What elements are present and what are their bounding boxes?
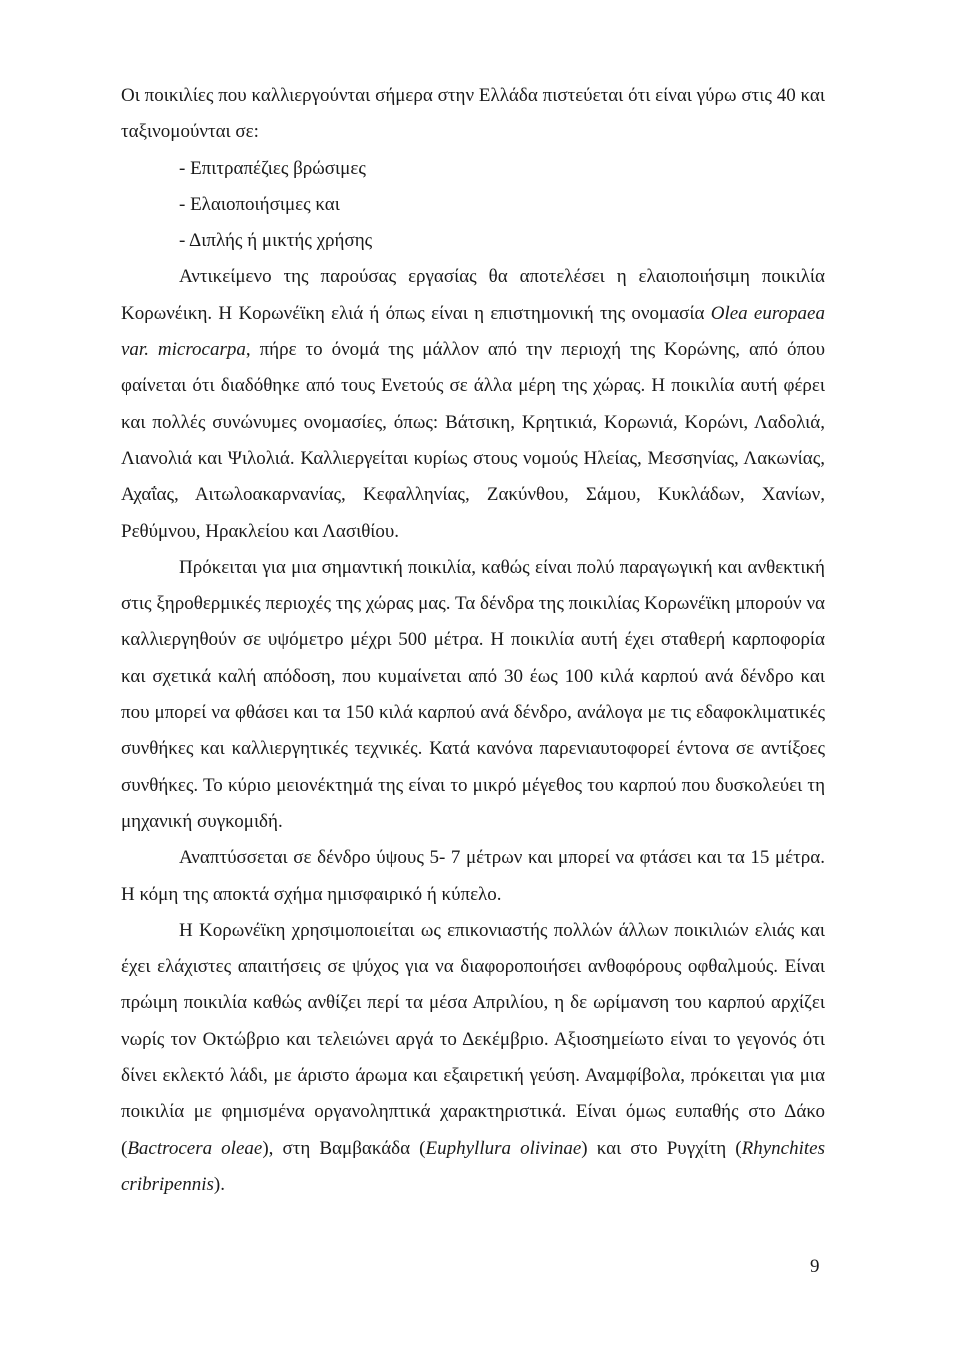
paragraph-tree-size: Αναπτύσσεται σε δένδρο ύψους 5- 7 μέτρων και μπορεί να φτάσει και τα 15 μέτρα. Η κόμη της αποκτά σχήμα ημισφαιρικό ή κύπελο. (121, 847, 825, 905)
list-item-oil-olives: - Ελαιοποιήσιμες και (179, 193, 340, 215)
paragraph-koroneiki-origin (121, 259, 825, 549)
paragraph-productivity: Πρόκειται για μια σημαντική ποικιλία, καθώς είναι πολύ παραγωγική και ανθεκτική στις ξηροθερμικές περιοχές της χώρας μας. Τα δένδρα της ποικιλίας Κορωνέϊκη μπορούν να καλλιεργηθούν σε υψόμετρο μέχρι 500 μέτρα. Η ποικιλία αυτή έχει σταθερή καρποφορία και σχετικά καλή απόδοση, που κυμαίνεται από 30 έως 100 κιλά καρπού ανά δένδρο και που μπορεί να φθάσει και τα 150 κιλά καρπού ανά δένδρο, ανάλογα με τις εδαφοκλιματικές συνθήκες και καλλιεργητικές τεχνικές. Κατά κανόνα παρενιαυτοφορεί έντονα σε αντίξοες συνθήκες. Το κύριο μειονέκτημά της είναι το μικρό μέγεθος του καρπού που δυσκολεύει τη μηχανική συγκομιδή. (121, 556, 825, 832)
para1-text-1: Αντικείμενο της παρούσας εργασίας θα αποτελέσει η ελαιοποιήσιμη ποικιλία Κορωνέικη. Η Κορωνέϊκη ελιά ή όπως είναι η επιστημονική της ονομασία (121, 266, 825, 324)
intro-paragraph: Οι ποικιλίες που καλλιεργούνται σήμερα στην Ελλάδα πιστεύεται ότι είναι γύρω στις 40 και ταξινομούνται σε: (121, 85, 825, 143)
scientific-name-rhynchites: Rhynchites cribripennis (121, 1137, 825, 1195)
para4-text-3: ) και στο Ρυγχίτη ( (581, 1137, 742, 1159)
para4-text-2: ), στη Βαμβακάδα ( (262, 1137, 426, 1159)
body-text (121, 78, 825, 1203)
para1-text-2: , πήρε το όνομά της μάλλον από την περιοχή της Κορώνης, από όπου φαίνεται ότι διαδόθηκε από τους Ενετούς σε άλλα μέρη της χώρας. Η ποικιλία αυτή φέρει και πολλές συνώνυμες ονομασίες, όπως: Βάτσικη, Κρητικιά, Κορωνιά, Κορώνι, Λαδολιά, Λιανολιά και Ψιλολιά. Καλλιεργείται κυρίως στους νομούς Ηλείας, Μεσσηνίας, Λακωνίας, Αχαΐας, Αιτωλοακαρνανίας, Κεφαλληνίας, Ζακύνθου, Σάμου, Κυκλάδων, Χανίων, Ρεθύμνου, Ηρακλείου και Λασιθίου. (121, 339, 825, 542)
scientific-name-olea: Olea europaea var. microcarpa (121, 302, 825, 361)
list-item-table-olives: - Επιτραπέζιες βρώσιμες (179, 157, 366, 179)
scientific-name-euphyllura: Euphyllura olivinae (425, 1137, 582, 1159)
scientific-name-bactrocera: Bactrocera oleae (127, 1137, 263, 1159)
list-item-dual-use: - Διπλής ή μικτής χρήσης (179, 230, 373, 252)
paragraph-pollinator (121, 913, 825, 1203)
para4-text-1: Η Κορωνέϊκη χρησιμοποιείται ως επικονιαστής πολλών άλλων ποικιλιών ελιάς και έχει ελάχιστες απαιτήσεις σε ψύχος για να διαφοροποιήσει ανθοφόρους οφθαλμούς. Είναι πρώιμη ποικιλία καθώς ανθίζει περί τα μέσα Απριλίου, η δε ωρίμανση του καρπού αρχίζει νωρίς τον Οκτώβριο και τελειώνει αργά το Δεκέμβριο. Αξιοσημείωτο είναι το γεγονός ότι δίνει εκλεκτό λάδι, με άριστο άρωμα και εξαιρετική γεύση. Αναμφίβολα, πρόκειται για μια ποικιλία με φημισμένα οργανοληπτικά χαρακτηριστικά. Είναι όμως ευπαθής στο Δάκο ( (121, 919, 825, 1159)
page-number: 9 (810, 1256, 820, 1277)
para4-text-4: ). (213, 1173, 225, 1195)
